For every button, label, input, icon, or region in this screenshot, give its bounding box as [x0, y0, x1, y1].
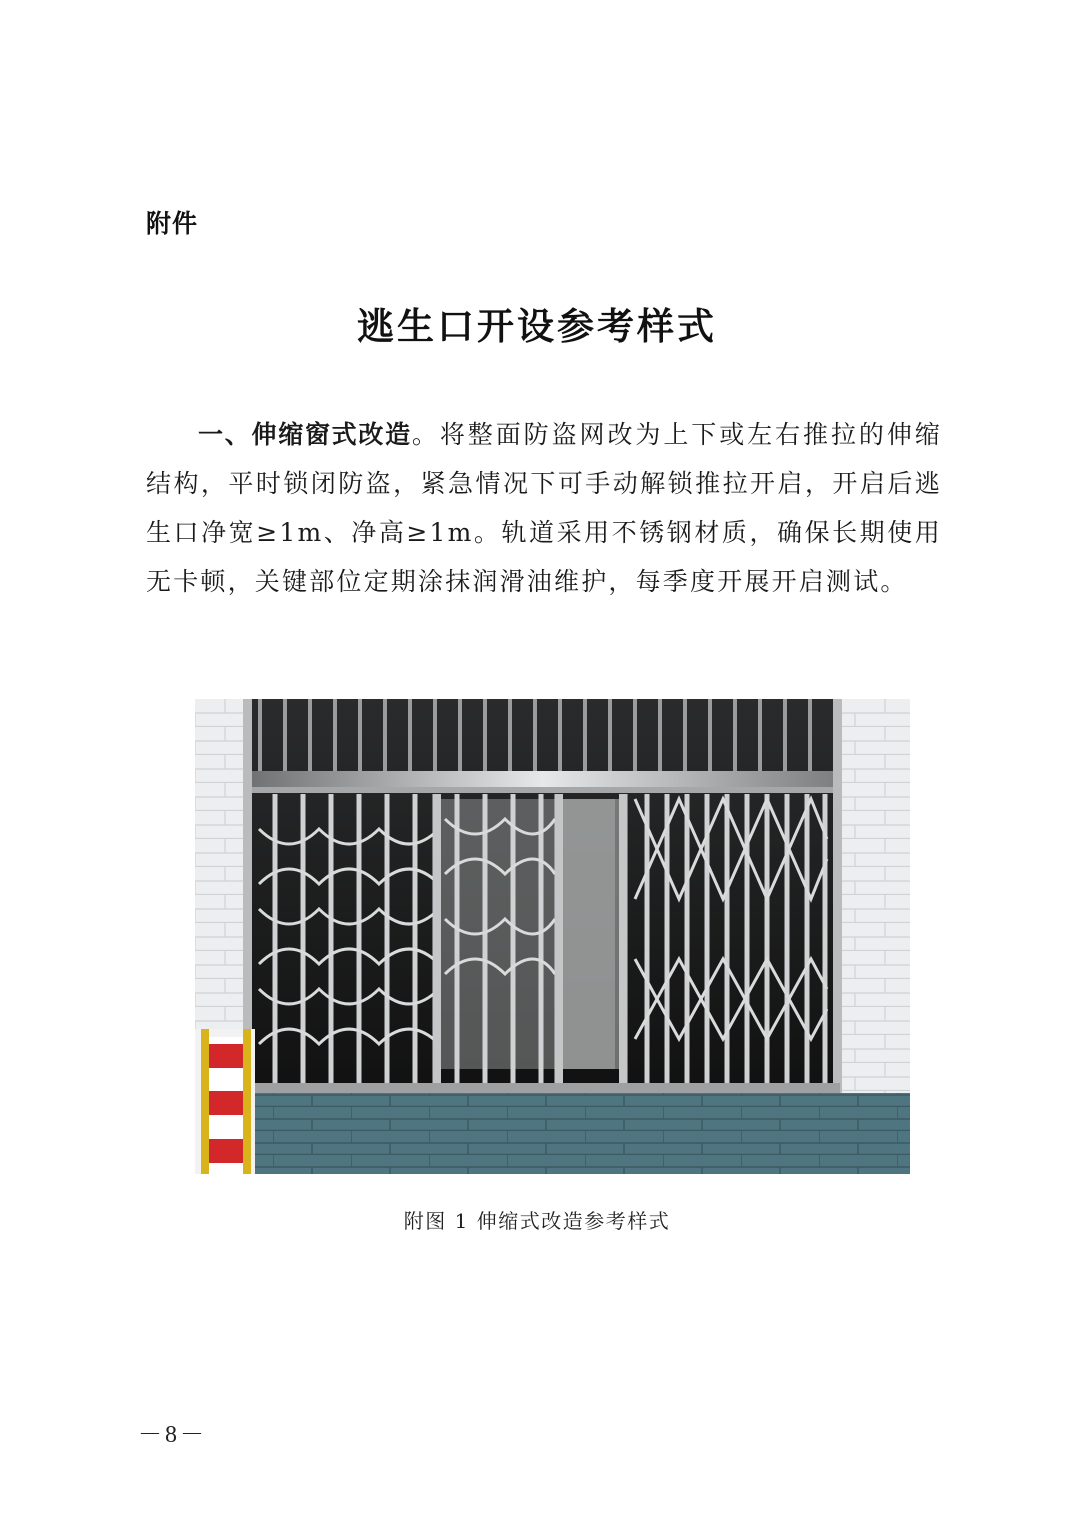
- document-title: 逃生口开设参考样式: [357, 304, 717, 348]
- page-number: －8－: [138, 1422, 207, 1448]
- attachment-label: 附件: [146, 209, 199, 238]
- figure-caption: 附图 1 伸缩式改造参考样式: [403, 1209, 671, 1233]
- section-body: 。将整面防盗网改为上下或左右推拉的伸缩结构，平时锁闭防盗，紧急情况下可手动解锁推拉开启，开启后逃生口净宽≥1m、净高≥1m。轨道采用不锈钢材质，确保长期使用无卡顿，关键部位定期涂抹润滑油维护，每季度开展开启测试。: [146, 420, 942, 596]
- section-heading: 一、伸缩窗式改造: [198, 420, 412, 449]
- section-paragraph: [146, 410, 942, 606]
- window-grille-photo: [195, 699, 910, 1174]
